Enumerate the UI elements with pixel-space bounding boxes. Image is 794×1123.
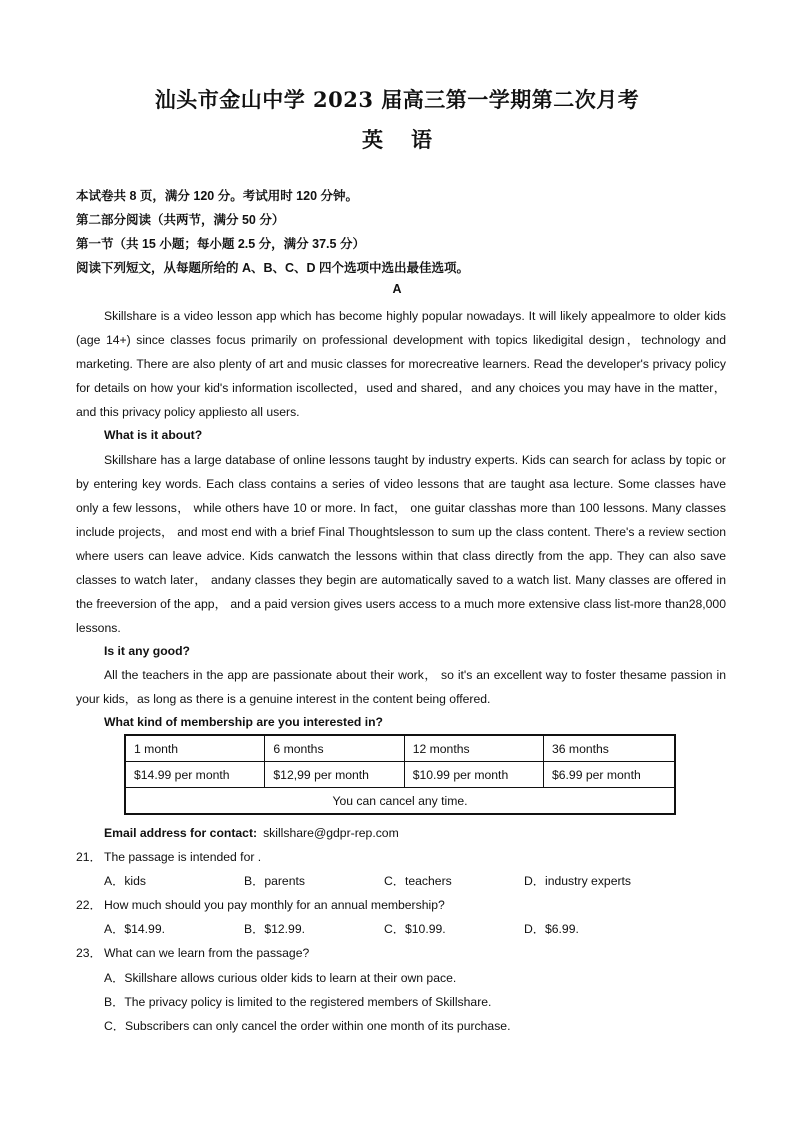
question-22 <box>76 893 726 917</box>
passage-intro: Skillshare is a video lesson app which has become highly popular nowadays. It will likely appealmore to older kids (age 14+) since classes focus primarily on professional development with topics likedigital design，technology and marketing. There are also plenty of art and music classes for morecreative learners. Read the developer's privacy policy for details on how your kid's information iscollected，used and shared，and any choices you may have in the matter，and this privacy policy appliesto all users. <box>76 309 726 419</box>
options-22 <box>104 917 724 941</box>
question-text: The passage is intended for . <box>104 850 262 864</box>
table-row <box>125 788 675 815</box>
contact-label: Email address for contact: <box>104 826 258 840</box>
question-21 <box>76 845 726 869</box>
table-cell: $6.99 per month <box>543 762 675 788</box>
option-c[interactable]: C．Subscribers can only cancel the order within one month of its purchase. <box>104 1019 511 1033</box>
table-cell: $10.99 per month <box>404 762 543 788</box>
table-cell: 1 month <box>125 735 265 762</box>
question-text: What can we learn from the passage? <box>104 946 310 960</box>
instruction-line: 第一节（共 15 小题；每小题 2.5 分，满分 37.5 分） <box>76 237 365 251</box>
heading-about: What is it about? <box>104 428 203 442</box>
question-number: 21． <box>76 850 102 864</box>
table-cell: 12 months <box>404 735 543 762</box>
question-text: How much should you pay monthly for an annual membership? <box>104 898 445 912</box>
instruction-line: 阅读下列短文，从每题所给的 A、B、C、D 四个选项中选出最佳选项。 <box>76 261 470 275</box>
table-row <box>125 735 675 762</box>
options-21 <box>104 869 724 893</box>
contact-line <box>104 821 399 845</box>
option-d[interactable]: D．$6.99. <box>524 922 579 936</box>
heading-good: Is it any good? <box>104 644 190 658</box>
question-number: 23． <box>76 946 102 960</box>
section-label: A <box>392 282 402 296</box>
question-number: 22． <box>76 898 102 912</box>
table-note-cell: You can cancel any time. <box>125 788 675 815</box>
table-cell: $12,99 per month <box>265 762 404 788</box>
heading-membership: What kind of membership are you interested in? <box>104 715 384 729</box>
option-a[interactable]: A．$14.99. <box>104 922 165 936</box>
passage-about: Skillshare has a large database of online lessons taught by industry experts. Kids can search for aclass by topic or by entering key words. Each class contains a series of video lessons that are taught asa lecture. Some classes have only a few lessons， while others have 10 or more. In fact， one guitar classhas more than 100 lessons. Many classes include projects， and most end with a brief Final Thoughtslesson to sum up the class content. There's a review section where users can leave advice. Kids canwatch the lessons within that class directly from the app. They can also save classes to watch later， andany classes they begin are automatically saved to a watch list. Many classes are offered in the freeversion of the app， and a paid version gives users access to a much more extensive class list-more than28,000 lessons. <box>76 453 726 635</box>
table-cell: 6 months <box>265 735 404 762</box>
contact-email: skillshare@gdpr-rep.com <box>263 826 399 840</box>
option-b[interactable]: B．$12.99. <box>244 922 305 936</box>
table-row <box>125 762 675 788</box>
question-23 <box>76 941 726 965</box>
option-b[interactable]: B．parents <box>244 874 305 888</box>
exam-title: 汕头市金山中学 2023 届高三第一学期第二次月考 <box>154 87 640 112</box>
passage-good: All the teachers in the app are passionate about their work， so it's an excellent way to foster thesame passion in your kids，as long as there is a genuine interest in the content being offered. <box>76 668 726 706</box>
option-a[interactable]: A．kids <box>104 874 146 888</box>
option-c[interactable]: C．$10.99. <box>384 922 446 936</box>
option-b[interactable]: B．The privacy policy is limited to the registered members of Skillshare. <box>104 995 492 1009</box>
option-a[interactable]: A．Skillshare allows curious older kids to learn at their own pace. <box>104 971 457 985</box>
table-cell: $14.99 per month <box>125 762 265 788</box>
membership-table <box>124 734 676 815</box>
option-d[interactable]: D．industry experts <box>524 874 632 888</box>
subject-title: 英语 <box>362 127 460 152</box>
instruction-line: 本试卷共 8 页，满分 120 分。考试用时 120 分钟。 <box>76 189 359 203</box>
option-c[interactable]: C．teachers <box>384 874 452 888</box>
table-cell: 36 months <box>543 735 675 762</box>
instruction-line: 第二部分阅读（共两节，满分 50 分） <box>76 213 285 227</box>
